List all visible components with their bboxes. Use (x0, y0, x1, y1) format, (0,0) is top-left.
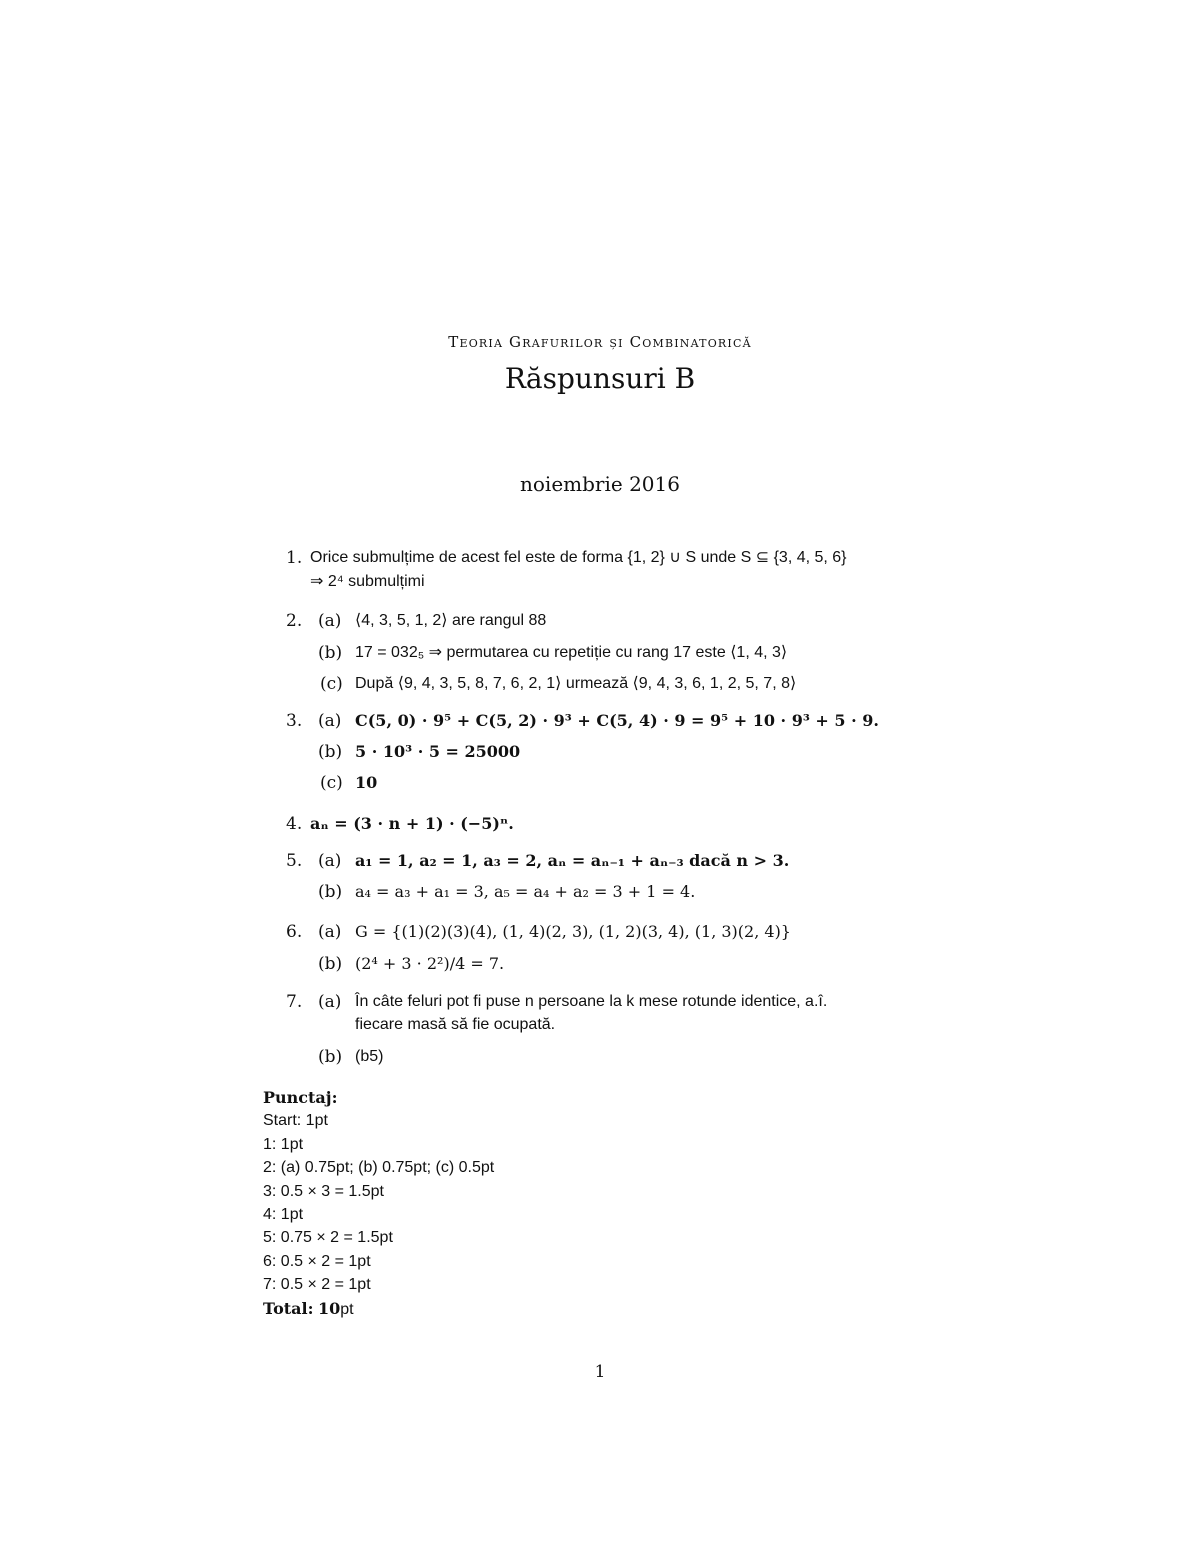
punctaj-total-value: 10 (317, 1298, 341, 1318)
answer-1-number: 1. (286, 548, 303, 568)
page-number: 1 (594, 1362, 606, 1382)
answer-2b-label: (b) (318, 643, 343, 663)
document-title: Răspunsuri B (504, 362, 696, 395)
punctaj-line: 2: (a) 0.75pt; (b) 0.75pt; (c) 0.5pt (263, 1159, 495, 1177)
answer-7-number: 7. (286, 992, 303, 1012)
punctaj-total-unit: pt (340, 1300, 354, 1318)
answer-2c-text: După ⟨9, 4, 3, 5, 8, 7, 6, 2, 1⟩ urmează ⟨9, 4, 3, 6, 1, 2, 5, 7, 8⟩ (355, 675, 797, 692)
answer-4-text: aₙ = (3 · n + 1) · (−5)ⁿ. (310, 814, 514, 833)
answer-5a-label: (a) (318, 851, 342, 871)
punctaj-line: 6: 0.5 × 2 = 1pt (263, 1252, 371, 1270)
answer-2a-label: (a) (318, 611, 342, 631)
answer-6a-text: G = {(1)(2)(3)(4), (1, 4)(2, 3), (1, 2)(3, 4), (1, 3)(2, 4)} (355, 922, 791, 941)
answer-5a-text: a₁ = 1, a₂ = 1, a₃ = 2, aₙ = aₙ₋₁ + aₙ₋₃ dacă n > 3. (355, 851, 790, 870)
punctaj-line: 5: 0.75 × 2 = 1.5pt (263, 1229, 393, 1247)
punctaj-section (263, 1086, 494, 1321)
answer-7b-text: (b5) (355, 1048, 384, 1065)
document-header: Teoria Grafurilor și Combinatorică (448, 333, 752, 351)
punctaj-line: 4: 1pt (263, 1206, 304, 1224)
answer-5b-label: (b) (318, 882, 343, 902)
punctaj-line: 1: 1pt (263, 1135, 304, 1153)
document-date: noiembrie 2016 (520, 472, 680, 496)
punctaj-total-label: Total: (263, 1298, 314, 1318)
answer-5-number: 5. (286, 851, 303, 871)
answer-1-line-1: Orice submulțime de acest fel este de forma {1, 2} ∪ S unde S ⊆ {3, 4, 5, 6} (310, 549, 847, 566)
punctaj-heading: Punctaj: (263, 1088, 338, 1107)
answer-2c-label: (c) (320, 674, 343, 694)
answer-7b-label: (b) (318, 1047, 343, 1067)
answer-3c-text: 10 (355, 773, 378, 792)
answer-2-number: 2. (286, 611, 303, 631)
answer-5b-text: a₄ = a₃ + a₁ = 3, a₅ = a₄ + a₂ = 3 + 1 = 4. (355, 882, 696, 901)
punctaj-total (263, 1297, 494, 1321)
answer-3b-text: 5 · 10³ · 5 = 25000 (355, 742, 521, 761)
answer-3c-label: (c) (320, 773, 343, 793)
answer-6a-label: (a) (318, 922, 342, 942)
answer-6-number: 6. (286, 922, 303, 942)
answer-4-number: 4. (286, 814, 303, 834)
answer-3-number: 3. (286, 711, 303, 731)
answer-7a-text-line-2: fiecare masă să fie ocupată. (355, 1016, 556, 1033)
answer-6b-label: (b) (318, 954, 343, 974)
punctaj-line: 3: 0.5 × 3 = 1.5pt (263, 1182, 384, 1200)
answer-3b-label: (b) (318, 742, 343, 762)
answer-2a-text: ⟨4, 3, 5, 1, 2⟩ are rangul 88 (355, 612, 547, 629)
answer-7a-text-line-1: În câte feluri pot fi puse n persoane la k mese rotunde identice, a.î. (355, 993, 828, 1010)
punctaj-line: Start: 1pt (263, 1112, 328, 1130)
punctaj-line: 7: 0.5 × 2 = 1pt (263, 1276, 371, 1294)
answer-6b-text: (2⁴ + 3 · 2²)/4 = 7. (355, 954, 505, 973)
answer-7a-label: (a) (318, 992, 342, 1012)
answer-2b-text: 17 = 032₅ ⇒ permutarea cu repetiție cu rang 17 este ⟨1, 4, 3⟩ (355, 644, 788, 661)
answer-1-line-2: ⇒ 2⁴ submulțimi (310, 573, 425, 590)
answer-3a-text: C(5, 0) · 9⁵ + C(5, 2) · 9³ + C(5, 4) · 9 = 9⁵ + 10 · 9³ + 5 · 9. (355, 711, 879, 730)
answer-3a-label: (a) (318, 711, 342, 731)
